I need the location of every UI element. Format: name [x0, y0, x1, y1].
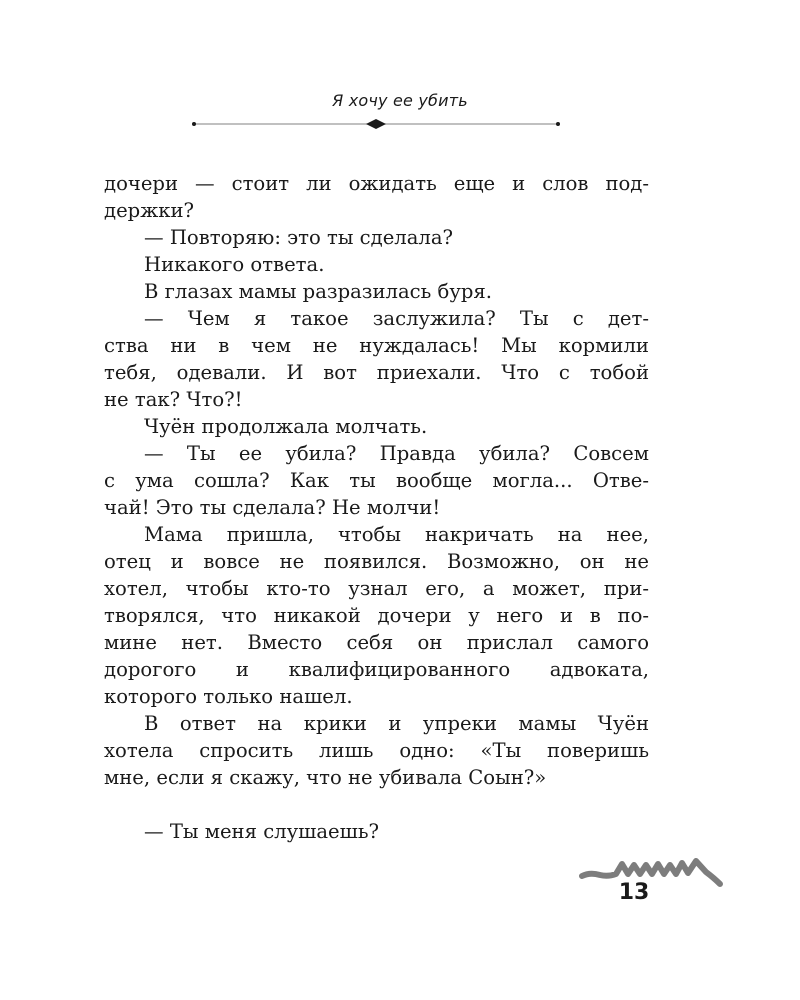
- body-text: [104, 170, 649, 845]
- text-line: дочери — стоит ли ожидать еще и слов под-: [104, 172, 649, 195]
- text-line: Никакого ответа.: [144, 253, 325, 276]
- text-line: с ума сошла? Как ты вообще могла... Отве-: [104, 469, 649, 492]
- page-number: 13: [618, 880, 650, 905]
- text-line: — Ты меня слушаешь?: [144, 820, 380, 843]
- text-line: творялся, что никакой дочери у него и в по-: [104, 604, 649, 627]
- text-line: В ответ на крики и упреки мамы Чуён: [144, 712, 649, 735]
- text-line: хотел, чтобы кто-то узнал его, а может, при-: [104, 577, 649, 600]
- text-line: ства ни в чем не нуждалась! Мы кормили: [104, 334, 649, 357]
- text-line: не так? Что?!: [104, 388, 243, 411]
- text-line: Мама пришла, чтобы накричать на нее,: [144, 523, 649, 546]
- text-line: В глазах мамы разразилась буря.: [144, 280, 492, 303]
- text-line: мне, если я скажу, что не убивала Соын?»: [104, 766, 547, 789]
- text-line: отец и вовсе не появился. Возможно, он не: [104, 550, 649, 573]
- text-line: чай! Это ты сделала? Не молчи!: [104, 496, 441, 519]
- text-line: — Чем я такое заслужила? Ты с дет-: [144, 307, 649, 330]
- text-line: которого только нашел.: [104, 685, 353, 708]
- running-head-title: Я хочу ее убить: [332, 91, 468, 110]
- header-rule-ornament-icon: [190, 118, 562, 130]
- text-line: Чуён продолжала молчать.: [144, 415, 428, 438]
- text-line: — Повторяю: это ты сделала?: [144, 226, 454, 249]
- text-line: дорогого и квалифицированного адвоката,: [104, 658, 649, 681]
- text-line: тебя, одевали. И вот приехали. Что с тобой: [104, 361, 649, 384]
- text-line: — Ты ее убила? Правда убила? Совсем: [144, 442, 649, 465]
- text-line: мине нет. Вместо себя он прислал самого: [104, 631, 649, 654]
- text-line: хотела спросить лишь одно: «Ты поверишь: [104, 739, 649, 762]
- text-line: держки?: [104, 199, 195, 222]
